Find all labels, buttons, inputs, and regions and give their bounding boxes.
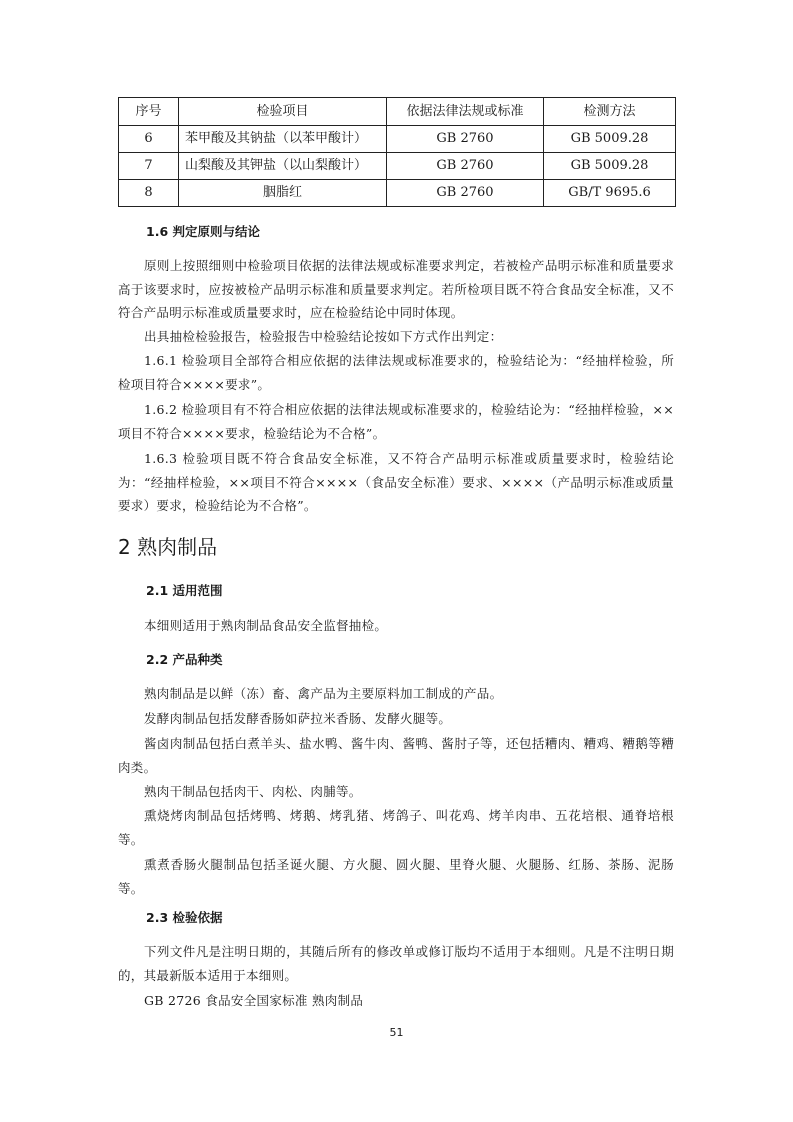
section-2-2-paragraph-1: 熟肉制品是以鲜（冻）畜、禽产品为主要原料加工制成的产品。 <box>144 686 503 701</box>
cell-basis: GB 2760 <box>387 126 544 153</box>
cell-item: 山梨酸及其钾盐（以山梨酸计） <box>179 153 387 180</box>
cell-seq: 8 <box>119 180 179 207</box>
header-basis: 依据法律法规或标准 <box>387 98 544 126</box>
cell-item: 苯甲酸及其钠盐（以苯甲酸计） <box>179 126 387 153</box>
section-2-2-paragraph-5: 熏烧烤肉制品包括烤鸭、烤鹅、烤乳猪、烤鸽子、叫花鸡、烤羊肉串、五花培根、通脊培根等。 <box>118 808 674 847</box>
inspection-items-table <box>118 97 676 207</box>
cell-seq: 6 <box>119 126 179 153</box>
section-2-1-paragraph: 本细则适用于熟肉制品食品安全监督抽检。 <box>144 618 388 633</box>
section-1-6-paragraph-2: 出具抽检检验报告，检验报告中检验结论按如下方式作出判定： <box>144 329 503 344</box>
section-1-6-paragraph-1: 原则上按照细则中检验项目依据的法律法规或标准要求判定，若被检产品明示标准和质量要求高于该要求时，应按被检产品明示标准和质量要求判定。若所检项目既不符合食品安全标准，又不符合产品明示标准或质量要求时，应在检验结论中同时体现。 <box>118 258 674 320</box>
section-2-2-paragraph-3: 酱卤肉制品包括白煮羊头、盐水鸭、酱牛肉、酱鸭、酱肘子等，还包括糟肉、糟鸡、糟鹅等糟肉类。 <box>118 736 674 775</box>
cell-method: GB 5009.28 <box>544 126 676 153</box>
cell-method: GB/T 9695.6 <box>544 180 676 207</box>
section-1-6-heading: 1.6 判定原则与结论 <box>146 224 260 239</box>
cell-basis: GB 2760 <box>387 180 544 207</box>
cell-item: 胭脂红 <box>179 180 387 207</box>
page-number: 51 <box>389 1026 404 1039</box>
section-2-2-paragraph-4: 熟肉干制品包括肉干、肉松、肉脯等。 <box>144 784 362 799</box>
section-2-2-paragraph-6: 熏煮香肠火腿制品包括圣诞火腿、方火腿、圆火腿、里脊火腿、火腿肠、红肠、茶肠、泥肠等。 <box>118 857 674 896</box>
section-2-3-paragraph-1: 下列文件凡是注明日期的，其随后所有的修改单或修订版均不适用于本细则。凡是不注明日期的，其最新版本适用于本细则。 <box>118 944 674 983</box>
table-header-row <box>119 98 676 126</box>
header-method: 检测方法 <box>544 98 676 126</box>
section-2-2-heading: 2.2 产品种类 <box>146 652 223 667</box>
section-2-1-heading: 2.1 适用范围 <box>146 583 223 598</box>
section-1-6-2-paragraph: 1.6.2 检验项目有不符合相应依据的法律法规或标准要求的，检验结论为：“经抽样检验，××项目不符合××××要求，检验结论为不合格”。 <box>118 402 674 441</box>
section-1-6-3-paragraph: 1.6.3 检验项目既不符合食品安全标准，又不符合产品明示标准或质量要求时，检验结论为：“经抽样检验，××项目不符合××××（食品安全标准）要求、××××（产品明示标准或质量要求）要求，检验结论为不合格”。 <box>118 451 674 513</box>
section-1-6-1-paragraph: 1.6.1 检验项目全部符合相应依据的法律法规或标准要求的，检验结论为：“经抽样检验，所检项目符合××××要求”。 <box>118 353 674 392</box>
section-2-2-paragraph-2: 发酵肉制品包括发酵香肠如萨拉米香肠、发酵火腿等。 <box>144 711 452 726</box>
chapter-2-heading: 2 熟肉制品 <box>118 535 218 559</box>
section-2-3-heading: 2.3 检验依据 <box>146 910 223 925</box>
table-row <box>119 153 676 180</box>
section-2-3-paragraph-2: GB 2726 食品安全国家标准 熟肉制品 <box>144 993 364 1008</box>
cell-basis: GB 2760 <box>387 153 544 180</box>
table-row <box>119 180 676 207</box>
cell-seq: 7 <box>119 153 179 180</box>
header-item: 检验项目 <box>179 98 387 126</box>
table-row <box>119 126 676 153</box>
header-seq: 序号 <box>119 98 179 126</box>
cell-method: GB 5009.28 <box>544 153 676 180</box>
